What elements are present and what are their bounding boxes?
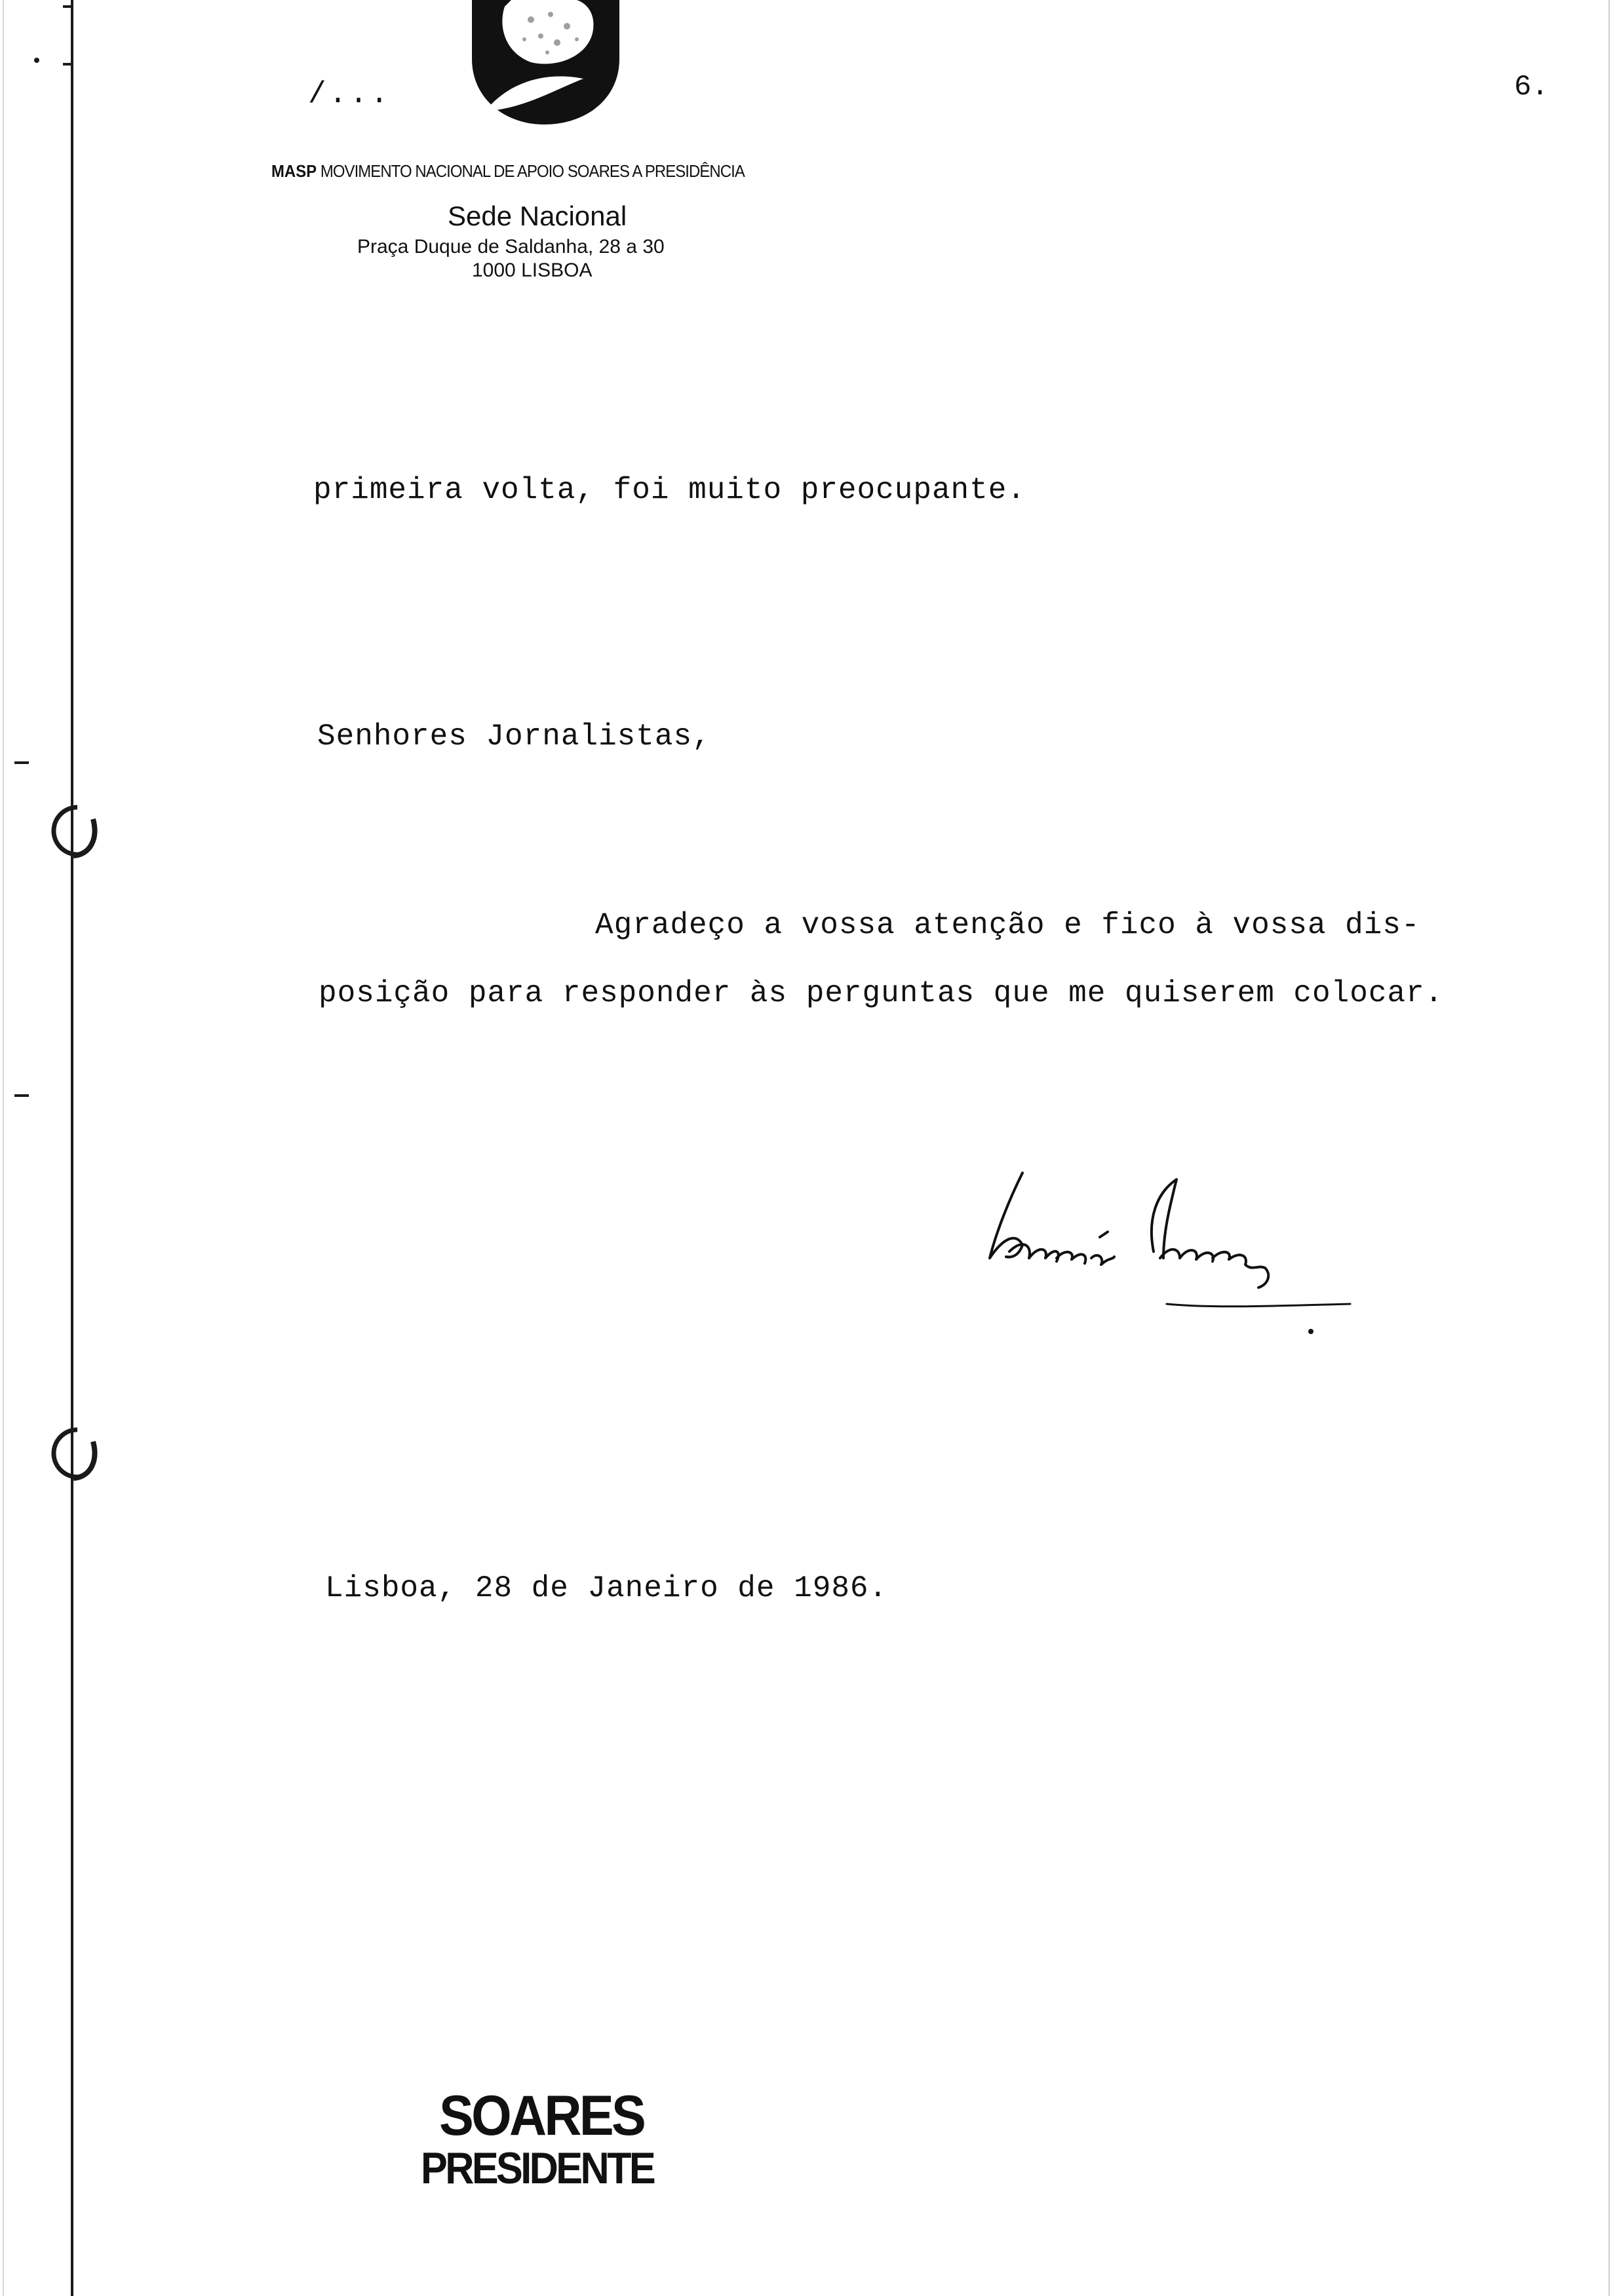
body-line-3: posição para responder às perguntas que me quiserem colocar. [319, 976, 1444, 1010]
margin-tick [14, 761, 29, 764]
margin-tick [63, 63, 72, 66]
body-line-1: primeira volta, foi muito preocupante. [313, 473, 1026, 507]
page-edge-right [1608, 0, 1610, 2296]
footer-presidente: PRESIDENTE [421, 2143, 654, 2193]
page-edge-left-outer [3, 0, 4, 2296]
margin-tick [63, 5, 72, 8]
continuation-mark: /... [308, 77, 391, 111]
punch-hole-upper [38, 799, 117, 865]
letterhead-address: Praça Duque de Saldanha, 28 a 30 [357, 236, 665, 258]
letterhead-organization [271, 161, 745, 182]
organization-name: MOVIMENTO NACIONAL DE APOIO SOARES A PRESIDÊNCIA [320, 161, 745, 181]
page-number: 6. [1514, 71, 1549, 104]
handwritten-signature [983, 1160, 1363, 1343]
footer-soares: SOARES [439, 2084, 644, 2147]
margin-tick [14, 1094, 29, 1097]
margin-dot [34, 58, 39, 63]
page-edge-left [71, 0, 73, 2296]
salutation: Senhores Jornalistas, [317, 719, 711, 754]
punch-hole-lower [38, 1422, 117, 1487]
organization-acronym: MASP [271, 161, 317, 181]
carnation-flower-logo-icon [459, 0, 629, 131]
body-line-2: Agradeço a vossa atenção e fico à vossa dis- [595, 908, 1420, 942]
letterhead-city: 1000 LISBOA [472, 259, 593, 281]
place-and-date: Lisboa, 28 de Janeiro de 1986. [325, 1571, 888, 1605]
letterhead-office: Sede Nacional [448, 201, 627, 231]
